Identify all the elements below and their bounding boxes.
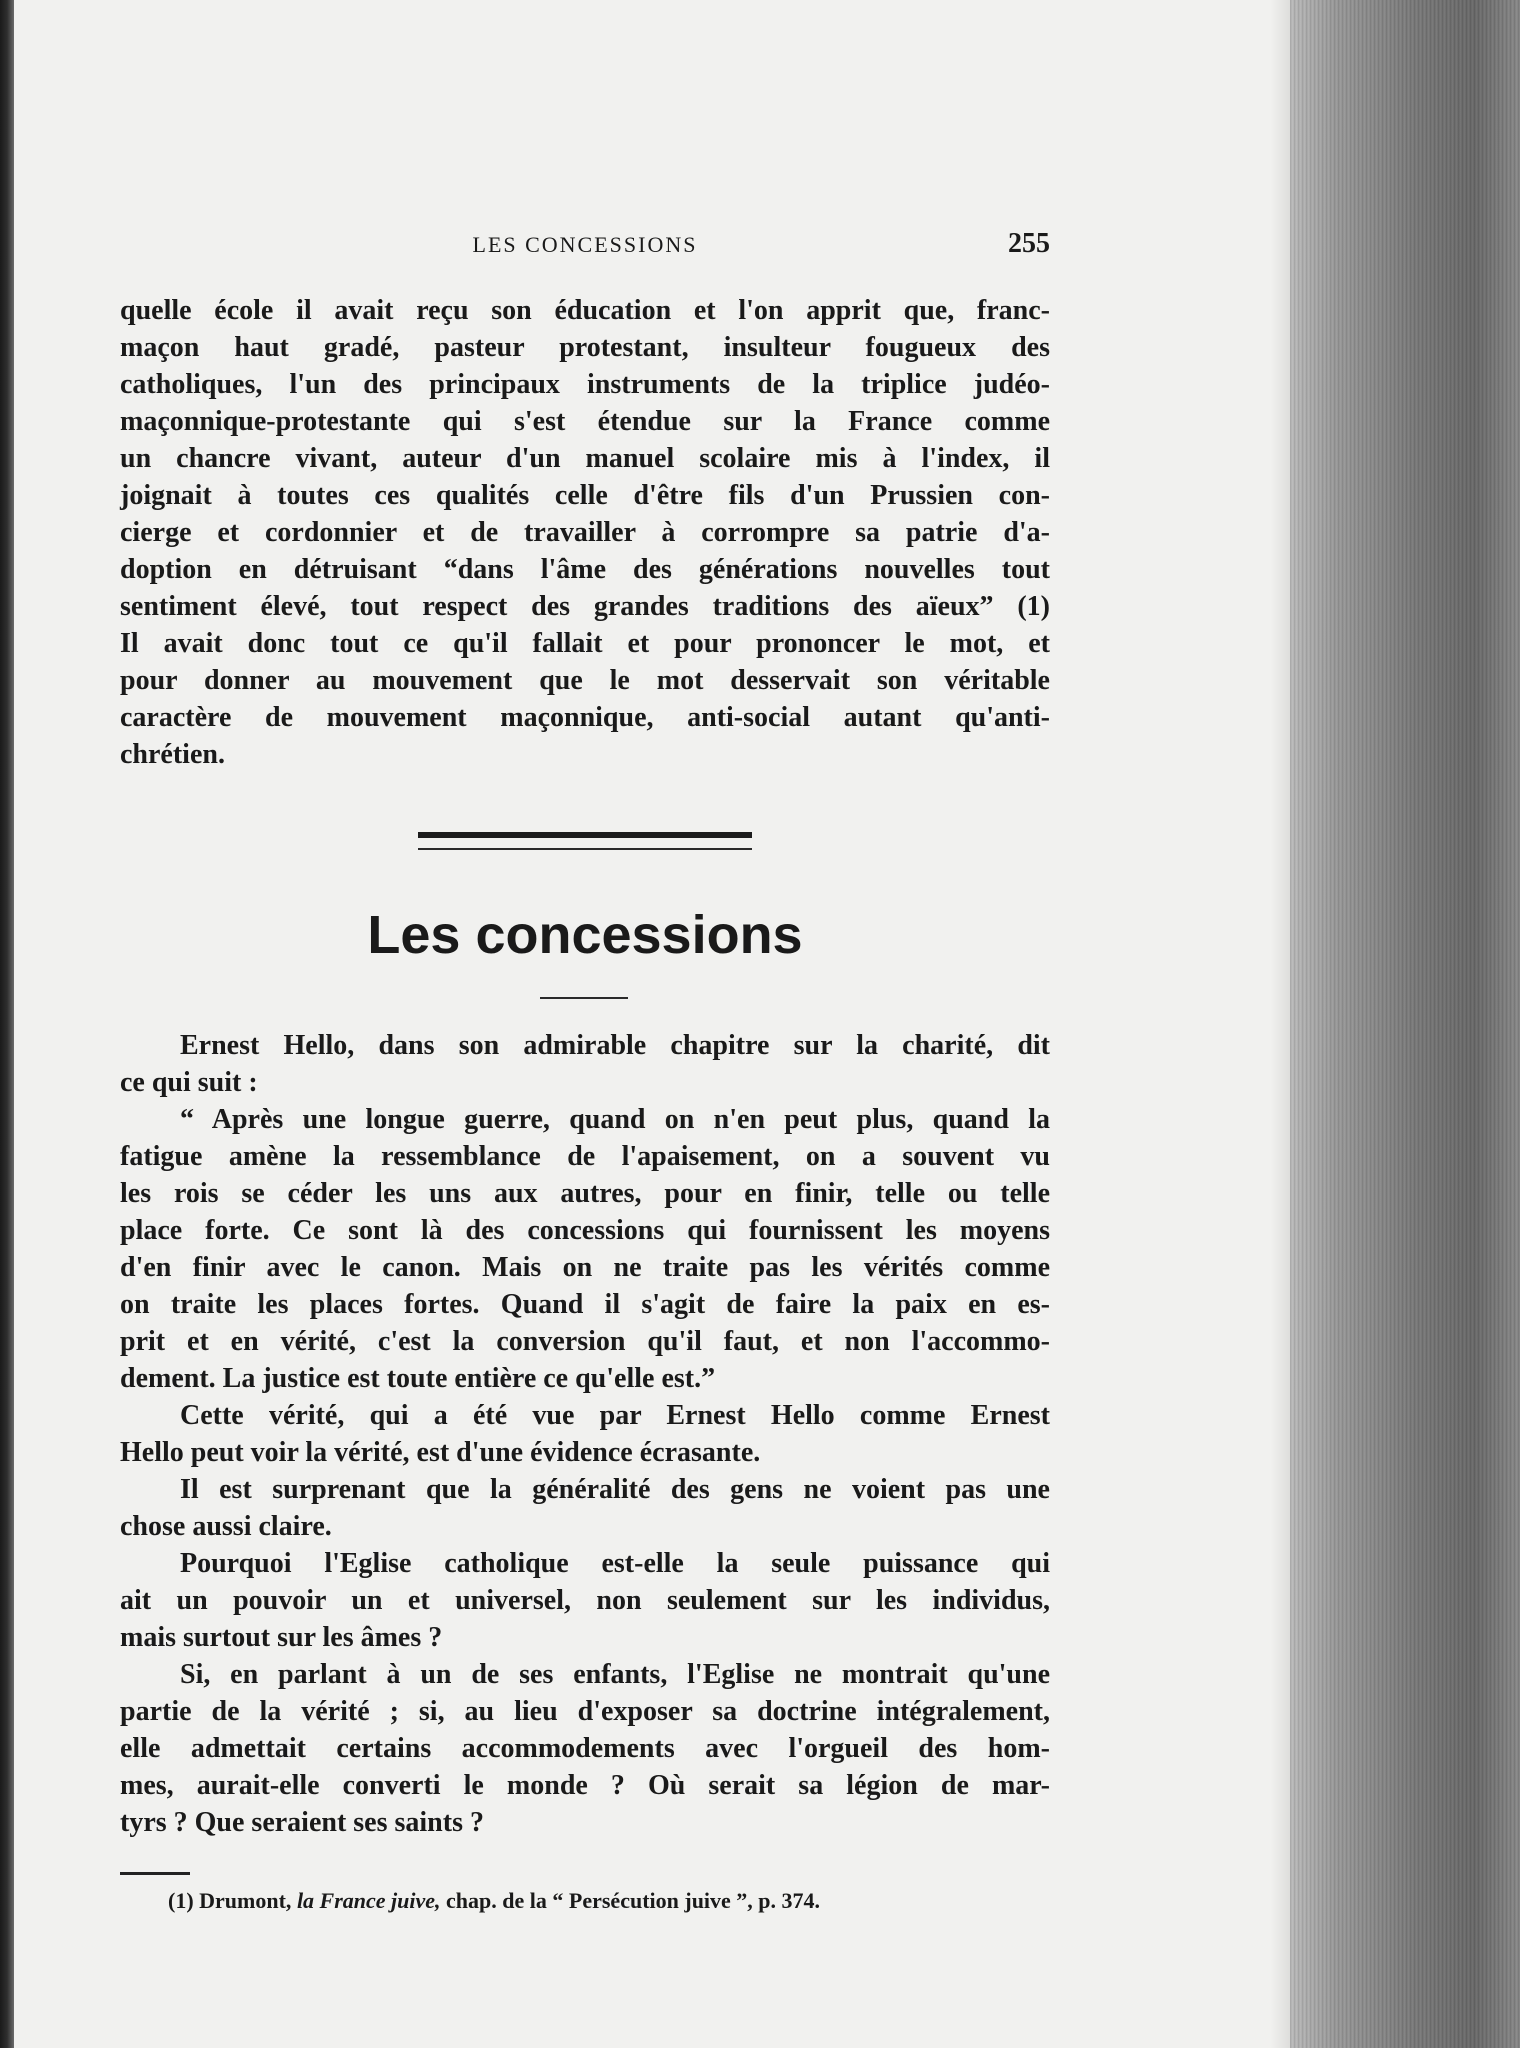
text-line: caractère de mouvement maçonnique, anti-social autant qu'anti-: [120, 702, 1050, 733]
footnote-reference: chap. de la “ Persécution juive ”, p. 374.: [446, 1888, 821, 1913]
text-line: Il est surprenant que la généralité des gens ne voient pas une: [180, 1474, 1050, 1505]
text-line: Si, en parlant à un de ses enfants, l'Eglise ne montrait qu'une: [180, 1659, 1050, 1690]
text-line: Ernest Hello, dans son admirable chapitre sur la charité, dit: [180, 1030, 1050, 1061]
text-line: prit et en vérité, c'est la conversion qu'il faut, et non l'accommo-: [120, 1326, 1050, 1357]
text-line: les rois se céder les uns aux autres, pour en finir, telle ou telle: [120, 1178, 1050, 1209]
text-line: tyrs ? Que seraient ses saints ?: [120, 1807, 484, 1838]
text-line: sentiment élevé, tout respect des grandes traditions des aïeux” (1): [120, 591, 1050, 622]
text-line: Il avait donc tout ce qu'il fallait et pour prononcer le mot, et: [120, 628, 1050, 659]
text-line: d'en finir avec le canon. Mais on ne traite pas les vérités comme: [120, 1252, 1050, 1283]
running-title: LES CONCESSIONS: [472, 232, 698, 257]
text-line: doption en détruisant “dans l'âme des générations nouvelles tout: [120, 554, 1050, 585]
footnote-rule: [120, 1872, 190, 1875]
footnote: [168, 1888, 820, 1914]
text-line: Pourquoi l'Eglise catholique est-elle la seule puissance qui: [180, 1548, 1050, 1579]
text-line: place forte. Ce sont là des concessions qui fournissent les moyens: [120, 1215, 1050, 1246]
text-line: mais surtout sur les âmes ?: [120, 1622, 443, 1653]
footnote-work-title: la France juive,: [296, 1888, 441, 1913]
text-line: “ Après une longue guerre, quand on n'en peut plus, quand la: [180, 1104, 1050, 1135]
page-number: 255: [1008, 228, 1050, 259]
text-line: catholiques, l'un des principaux instruments de la triplice judéo-: [120, 369, 1050, 400]
text-line: Hello peut voir la vérité, est d'une évidence écrasante.: [120, 1437, 761, 1468]
text-line: on traite les places fortes. Quand il s'agit de faire la paix en es-: [120, 1289, 1050, 1320]
running-head: [120, 228, 1050, 268]
text-line: mes, aurait-elle converti le monde ? Où serait sa légion de mar-: [120, 1770, 1050, 1801]
text-line: pour donner au mouvement que le mot desservait son véritable: [120, 665, 1050, 696]
text-line: fatigue amène la ressemblance de l'apaisement, on a souvent vu: [120, 1141, 1050, 1172]
title-underline-rule: [540, 997, 628, 999]
book-gutter-edge: [0, 0, 14, 2048]
text-line: Cette vérité, qui a été vue par Ernest Hello comme Ernest: [180, 1400, 1050, 1431]
text-line: chrétien.: [120, 739, 225, 770]
chapter-title: Les concessions: [367, 905, 803, 965]
text-line: ce qui suit :: [120, 1067, 258, 1098]
footnote-author: Drumont,: [199, 1888, 292, 1913]
text-line: quelle école il avait reçu son éducation et l'on apprit que, franc-: [120, 295, 1050, 326]
book-page-edges: [1290, 0, 1520, 2048]
footnote-marker: (1): [168, 1888, 194, 1913]
text-line: cierge et cordonnier et de travailler à corrompre sa patrie d'a-: [120, 517, 1050, 548]
text-line: ait un pouvoir un et universel, non seulement sur les individus,: [120, 1585, 1050, 1616]
text-line: elle admettait certains accommodements avec l'orgueil des hom-: [120, 1733, 1050, 1764]
text-line: maçonnique-protestante qui s'est étendue sur la France comme: [120, 406, 1050, 437]
text-line: maçon haut gradé, pasteur protestant, insulteur fougueux des: [120, 332, 1050, 363]
section-divider-thin: [418, 848, 752, 850]
section-divider-thick: [418, 832, 752, 838]
text-line: dement. La justice est toute entière ce qu'elle est.”: [120, 1363, 716, 1394]
text-line: chose aussi claire.: [120, 1511, 332, 1542]
text-line: partie de la vérité ; si, au lieu d'exposer sa doctrine intégralement,: [120, 1696, 1050, 1727]
text-line: un chancre vivant, auteur d'un manuel scolaire mis à l'index, il: [120, 443, 1050, 474]
text-line: joignait à toutes ces qualités celle d'être fils d'un Prussien con-: [120, 480, 1050, 511]
